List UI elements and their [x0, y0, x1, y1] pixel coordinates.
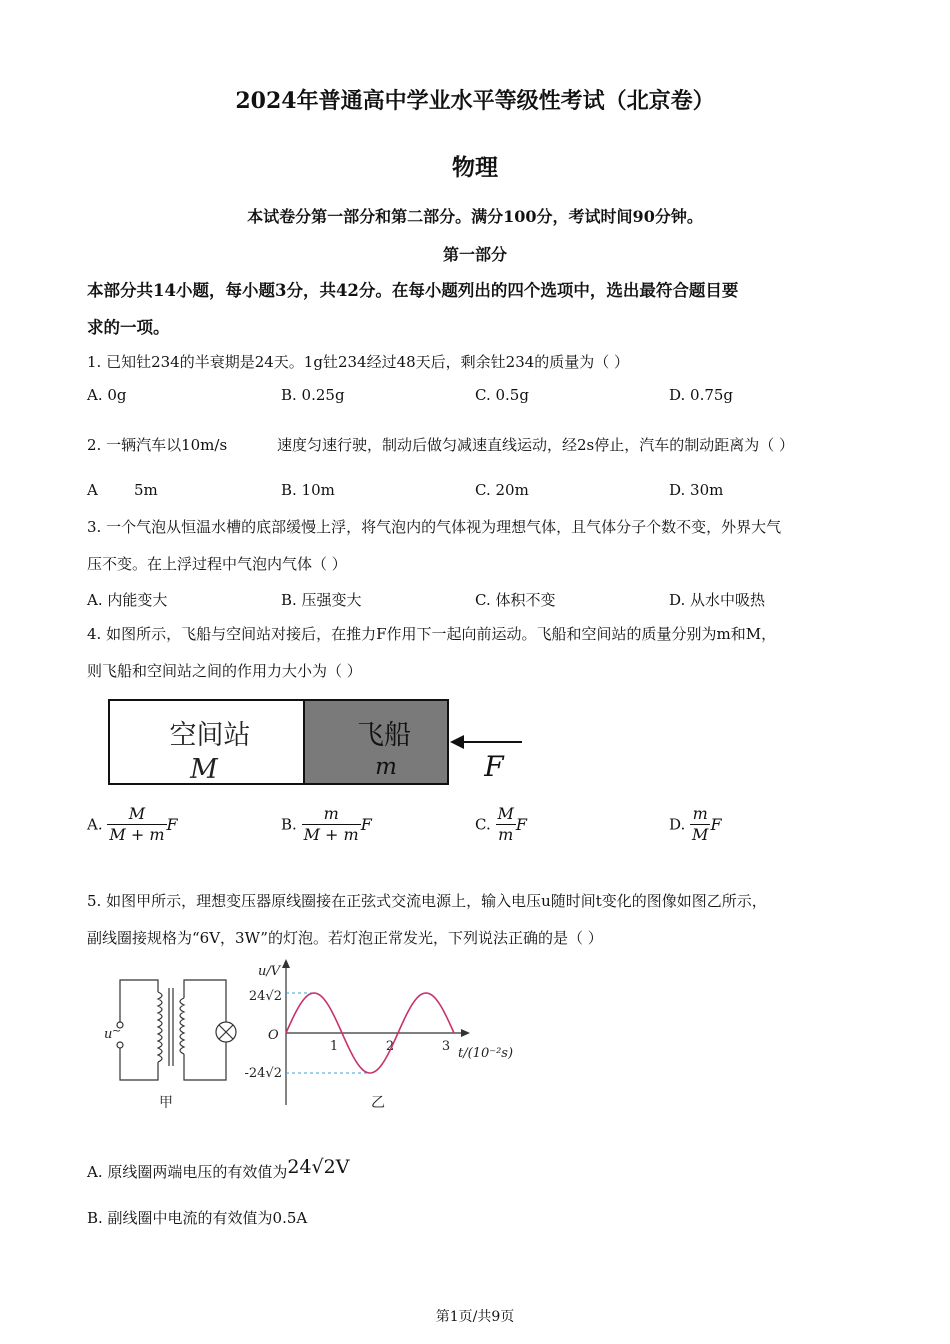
page-footer: 第1页/共9页: [435, 1309, 515, 1325]
y-tick-min: -24√2: [244, 1066, 282, 1081]
q5-option-a-value: 24√2V: [287, 1156, 350, 1178]
ac-symbol-icon: ~: [112, 1024, 122, 1037]
x-axis-arrow-icon: [461, 1029, 470, 1037]
x-tick-3: 3: [441, 1039, 451, 1054]
force-label: F: [484, 750, 504, 783]
q4-option-c-numerator: M: [497, 804, 514, 823]
q4-option-c-fraction: [496, 804, 516, 845]
q1-option-c[interactable]: C. 0.5g: [475, 386, 529, 404]
terminal-bottom-icon: [117, 1042, 123, 1048]
q4-option-d-numerator: m: [690, 804, 710, 825]
figure-caption-left: 甲: [159, 1095, 173, 1111]
q5-option-a[interactable]: [87, 1156, 349, 1182]
station-mass-label: M: [190, 754, 218, 785]
q1-option-b[interactable]: B. 0.25g: [281, 386, 345, 404]
q4-option-d-fraction: [690, 804, 710, 845]
q4-option-d-denominator: M: [692, 825, 709, 844]
source-u-label: u: [104, 1027, 113, 1042]
secondary-wire-top: [184, 980, 226, 1022]
y-axis-label: u/V: [258, 964, 281, 979]
transformer-circuit-figure: [100, 970, 250, 1115]
x-axis-label: t/(10⁻²s): [458, 1046, 514, 1061]
figure-caption-right: 乙: [371, 1095, 385, 1111]
part-intro-line2: 求的一项。: [87, 318, 170, 337]
part-intro-line1: 本部分共14小题，每小题3分，共42分。在每小题列出的四个选项中，选出最符合题目要: [87, 281, 739, 300]
question-3-line1: 3. 一个气泡从恒温水槽的底部缓慢上浮，将气泡内的气体视为理想气体，且气体分子个数不变，外界大气: [87, 518, 782, 536]
q4-option-a[interactable]: [87, 804, 178, 845]
q4-option-c[interactable]: [475, 804, 527, 845]
question-2-text-end: 速度匀速行驶，制动后做匀减速直线运动，经2s停止，汽车的制动距离为（ ）: [277, 436, 795, 454]
question-4-line2: 则飞船和空间站之间的作用力大小为（ ）: [87, 662, 362, 680]
q5-option-a-text: A. 原线圈两端电压的有效值为: [87, 1163, 288, 1181]
q1-option-a[interactable]: A. 0g: [87, 386, 127, 404]
y-axis-arrow-icon: [282, 959, 290, 968]
q3-option-d[interactable]: D. 从水中吸热: [669, 591, 766, 609]
ship-label: 飞船: [357, 720, 411, 751]
q5-option-b[interactable]: B. 副线圈中电流的有效值为0.5A: [87, 1209, 308, 1227]
voltage-time-chart: [230, 955, 530, 1115]
part-heading: 第一部分: [442, 245, 507, 264]
q4-option-c-label: C.: [475, 815, 491, 834]
question-5-line2: 副线圈接规格为“6V，3W”的灯泡。若灯泡正常发光，下列说法正确的是（ ）: [87, 929, 603, 947]
q4-option-a-numerator: M: [107, 804, 166, 825]
subject-title: 物理: [452, 154, 498, 181]
q3-option-c[interactable]: C. 体积不变: [475, 591, 556, 609]
q4-option-b-denominator: M + m: [303, 825, 359, 844]
q4-option-d-factor: F: [710, 815, 722, 834]
question-4-line1: 4. 如图所示，飞船与空间站对接后，在推力F作用下一起向前运动。飞船和空间站的质量分别为m和M，: [87, 625, 777, 643]
q4-option-b[interactable]: [281, 804, 372, 845]
question-1-text: 1. 已知钍234的半衰期是24天。1g钍234经过48天后，剩余钍234的质量为（ ）: [87, 353, 630, 371]
q2-option-b[interactable]: B. 10m: [281, 481, 335, 499]
q4-option-a-denominator: M + m: [109, 825, 165, 844]
x-tick-1: 1: [329, 1039, 339, 1054]
q2-option-a-value[interactable]: 5m: [134, 481, 158, 499]
q2-option-c[interactable]: C. 20m: [475, 481, 529, 499]
q4-option-d[interactable]: [669, 804, 722, 845]
q2-option-d[interactable]: D. 30m: [669, 481, 724, 499]
station-label: 空间站: [169, 720, 251, 751]
y-tick-max: 24√2: [248, 989, 282, 1004]
q2-option-a-label[interactable]: A: [87, 481, 98, 499]
secondary-coil-icon: [180, 998, 184, 1054]
question-2-text-start: 2. 一辆汽车以10m/s: [87, 436, 228, 454]
q4-option-a-label: A.: [87, 815, 103, 834]
primary-wire-top: [120, 980, 158, 1028]
q4-option-d-label: D.: [669, 815, 686, 834]
q3-option-b[interactable]: B. 压强变大: [281, 591, 362, 609]
secondary-wire-bottom: [184, 1042, 226, 1080]
q4-option-b-label: B.: [281, 815, 297, 834]
origin-label: O: [268, 1028, 279, 1043]
x-tick-2: 2: [385, 1039, 395, 1054]
q4-option-c-denominator: m: [498, 825, 514, 844]
question-3-line2: 压不变。在上浮过程中气泡内气体（ ）: [87, 555, 347, 573]
exam-notice: 本试卷分第一部分和第二部分。满分100分，考试时间90分钟。: [247, 207, 703, 226]
q4-option-b-fraction: [302, 804, 361, 845]
q1-option-d[interactable]: D. 0.75g: [669, 386, 734, 404]
q4-option-b-numerator: m: [302, 804, 361, 825]
q4-option-a-factor: F: [166, 815, 178, 834]
ship-mass-label: m: [375, 754, 397, 780]
force-arrow-head-icon: [450, 735, 464, 749]
question-5-line1: 5. 如图甲所示，理想变压器原线圈接在正弦式交流电源上，输入电压u随时间t变化的图像如图乙所示，: [87, 892, 767, 910]
q4-option-c-factor: F: [515, 815, 527, 834]
q4-option-a-fraction: [107, 804, 166, 845]
q4-option-b-factor: F: [360, 815, 372, 834]
primary-coil-icon: [158, 992, 162, 1062]
primary-wire-bottom: [120, 1042, 158, 1080]
exam-title: 2024年普通高中学业水平等级性考试（北京卷）: [235, 88, 715, 114]
spacecraft-docking-figure: [100, 692, 540, 792]
q3-option-a[interactable]: A. 内能变大: [87, 591, 168, 609]
